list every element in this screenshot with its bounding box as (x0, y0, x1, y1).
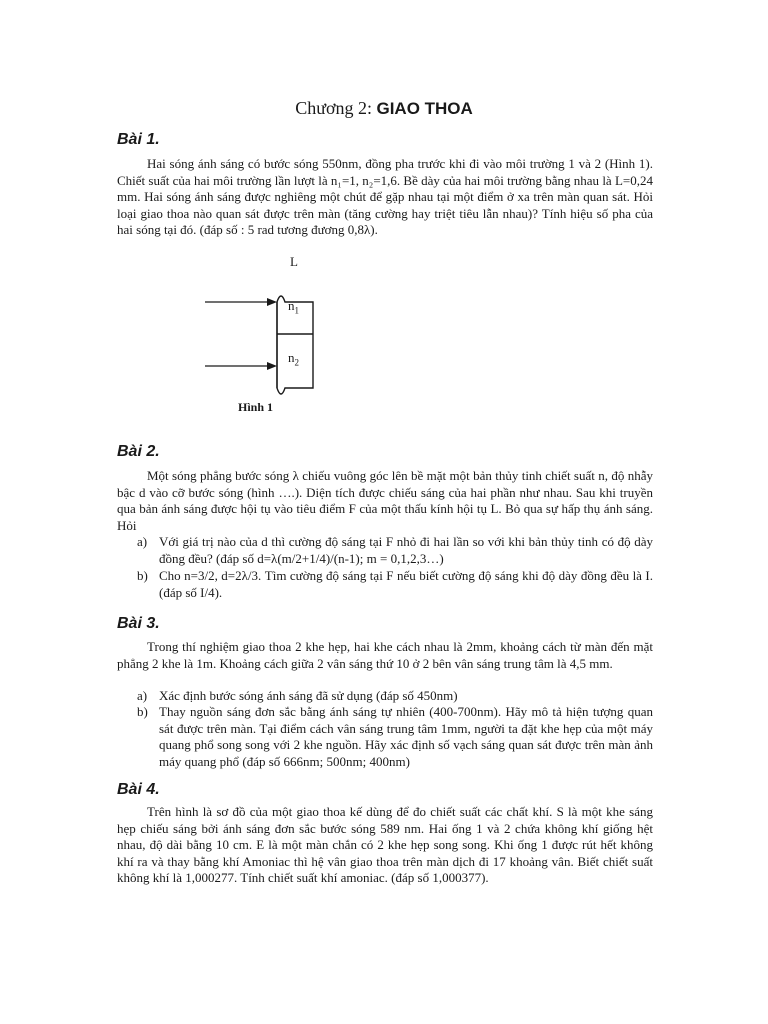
bai2-heading: Bài 2. (117, 443, 160, 460)
figure-label-n2: $n_2$ (288, 350, 299, 368)
figure-label-L: L (290, 254, 298, 269)
figure-caption: Hình 1 (238, 400, 274, 414)
bai4-paragraph: Trên hình là sơ đồ của một giao thoa kế dùng để đo chiết suất các chất khí. S là một khe sáng hẹp chiếu sáng bởi ánh sáng đơn sắc bước sóng 589 nm. Hai ống 1 và 2 chứa không khí giống hệt nhau, độ dài bằng 10 cm. E là một màn chắn có 2 khe hẹp song song. Khi ống 1 được rút hết không khí ra và thay bằng khí Amoniac thì hệ vân giao thoa trên màn dịch đi 17 khoảng vân. Biết chiết suất không khí là 1,000277. Tính chiết suất khí amoniac. (đáp số 1,000377). (117, 804, 653, 885)
bai2-item-b: b) Cho n=3/2, d=2λ/3. Tìm cường độ sáng tại F nếu biết cường độ sáng khi độ dày đồng đều là I. (đáp số I/4). (137, 568, 653, 600)
bai3-item-a: a) Xác định bước sóng ánh sáng đã sử dụng (đáp số 450nm) (137, 688, 458, 703)
chapter-number: Chương 2: (295, 98, 372, 118)
bai2-item-a: a) Với giá trị nào của d thì cường độ sáng tại F nhỏ đi hai lần so với khi bản thủy tinh có độ dày đồng đều? (đáp số d=λ(m/2+1/4)/(n-1); m = 0,1,2,3…) (137, 534, 653, 566)
bai2-text (117, 468, 653, 534)
bai4-heading: Bài 4. (117, 781, 160, 798)
bai1-paragraph: Hai sóng ánh sáng có bước sóng 550nm, đồng pha trước khi đi vào môi trường 1 và 2 (Hình 1). Chiết suất của hai môi trường lần lượt là n₁=1, n₂=1,6. Bề dày của hai môi trường bằng nhau là L=0,24 mm. Hai sóng ánh sáng được nghiêng một chút để gặp nhau tại một điểm ở xa trên màn quan sát. Hỏi loại giao thoa nào quan sát được trên màn (tăng cường hay triệt tiêu lẫn nhau)? Tính hiệu số pha của hai sóng tại đó. (đáp số : 5 rad tương đương 0,8λ). (117, 156, 653, 237)
bai3-heading: Bài 3. (117, 615, 160, 632)
bai3-paragraph: Trong thí nghiệm giao thoa 2 khe hẹp, hai khe cách nhau là 2mm, khoảng cách từ màn đến mặt phẳng 2 khe là 1m. Khoảng cách giữa 2 vân sáng thứ 10 ở 2 bên vân sáng trung tâm là 4,5 mm. (117, 639, 653, 671)
bai3-text (117, 639, 653, 672)
figure-1-diagram (195, 250, 335, 415)
figure-label-n1: $n_1$ (288, 298, 299, 316)
bai3-item-b: b) Thay nguồn sáng đơn sắc bằng ánh sáng tự nhiên (400-700nm). Hãy mô tả hiện tượng quan sát được trên màn. Tại điểm cách vân sáng trung tâm 1mm, người ta đặt khe hẹp của một máy quang phổ song song với 2 khe nguồn. Hãy xác định số vạch sáng quan sát được trên màn ảnh máy quang phổ (đáp số 666nm; 500nm; 400nm) (137, 704, 653, 769)
bai4-text (117, 804, 653, 887)
bai1-text (117, 156, 653, 239)
page-title (0, 98, 768, 119)
chapter-name: GIAO THOA (376, 99, 473, 118)
figure-1 (195, 250, 335, 415)
bai1-heading: Bài 1. (117, 131, 160, 148)
bai2-paragraph: Một sóng phẳng bước sóng λ chiếu vuông góc lên bề mặt một bản thủy tinh chiết suất n, độ nhẫy bậc d vào cỡ bước sóng (hình ….). Diện tích được chiếu sáng của hai phần như nhau. Sau khi truyền qua bản ánh sáng được hội tụ vào tiêu điểm F của một thấu kính hội tụ L. Bỏ qua sự hấp thụ ánh sáng. Hỏi (117, 468, 653, 533)
